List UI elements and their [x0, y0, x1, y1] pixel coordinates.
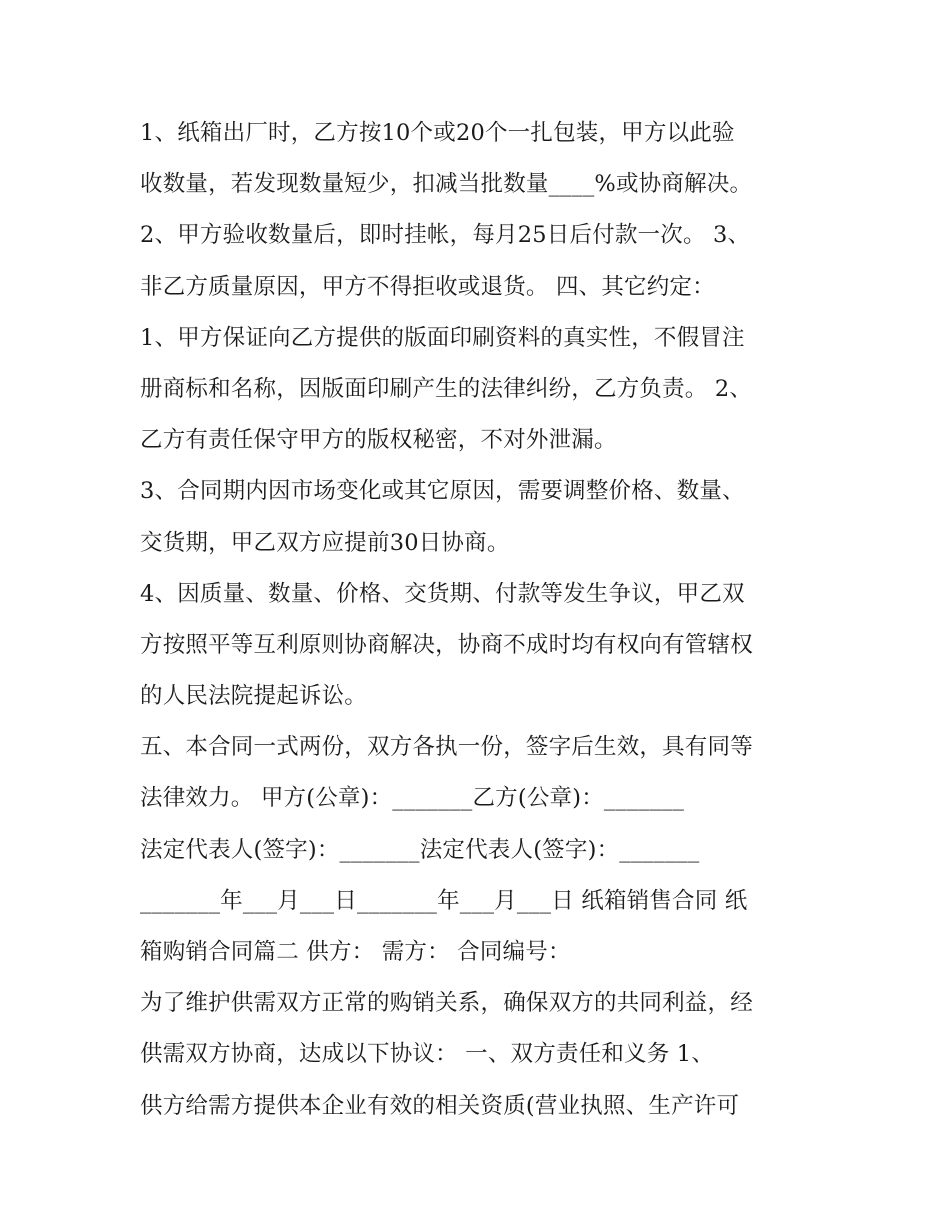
text-line: 交货期，甲乙双方应提前30日协商。 [140, 529, 510, 556]
text-line: 4、因质量、数量、价格、交货期、付款等发生争议，甲乙双 [140, 580, 745, 607]
text-line: 的人民法院提起诉讼。 [140, 683, 368, 710]
text-line: 2、甲方验收数量后，即时挂帐，每月25日后付款一次。 3、 [140, 222, 751, 249]
text-line: 册商标和名称，因版面印刷产生的法律纠纷，乙方负责。 2、 [140, 375, 753, 402]
text-line: 法律效力。 甲方(公章)：_______乙方(公章)：_______ [140, 785, 685, 812]
text-line: 3、合同期内因市场变化或其它原因，需要调整价格、数量、 [140, 478, 745, 505]
text-line: _______年___月___日_______年___月___日 纸箱销售合同 纸 [140, 887, 748, 914]
text-line: 法定代表人(签字)：_______法定代表人(签字)：_______ [140, 836, 700, 863]
contract-text [140, 108, 840, 1132]
text-line: 1、甲方保证向乙方提供的版面印刷资料的真实性，不假冒注 [140, 324, 745, 351]
text-line: 乙方有责任保守甲方的版权秘密，不对外泄漏。 [140, 427, 617, 454]
text-line: 供方给需方提供本企业有效的相关资质(营业执照、生产许可 [140, 1092, 740, 1119]
text-line: 非乙方质量原因，甲方不得拒收或退货。 四、其它约定： [140, 273, 715, 300]
text-line: 1、纸箱出厂时，乙方按10个或20个一扎包装，甲方以此验 [140, 120, 735, 146]
text-line: 方按照平等互利原则协商解决，协商不成时均有权向有管辖权 [140, 631, 753, 658]
text-line: 五、本合同一式两份，双方各执一份，签字后生效，具有同等 [140, 734, 753, 761]
text-line: 为了维护供需双方正常的购销关系，确保双方的共同利益，经 [140, 990, 753, 1017]
text-line: 供需双方协商，达成以下协议： 一、双方责任和义务 1、 [140, 1041, 715, 1068]
text-line: 收数量，若发现数量短少，扣减当批数量____%或协商解决。 [140, 171, 753, 198]
text-line: 箱购销合同篇二 供方： 需方： 合同编号： [140, 939, 571, 965]
